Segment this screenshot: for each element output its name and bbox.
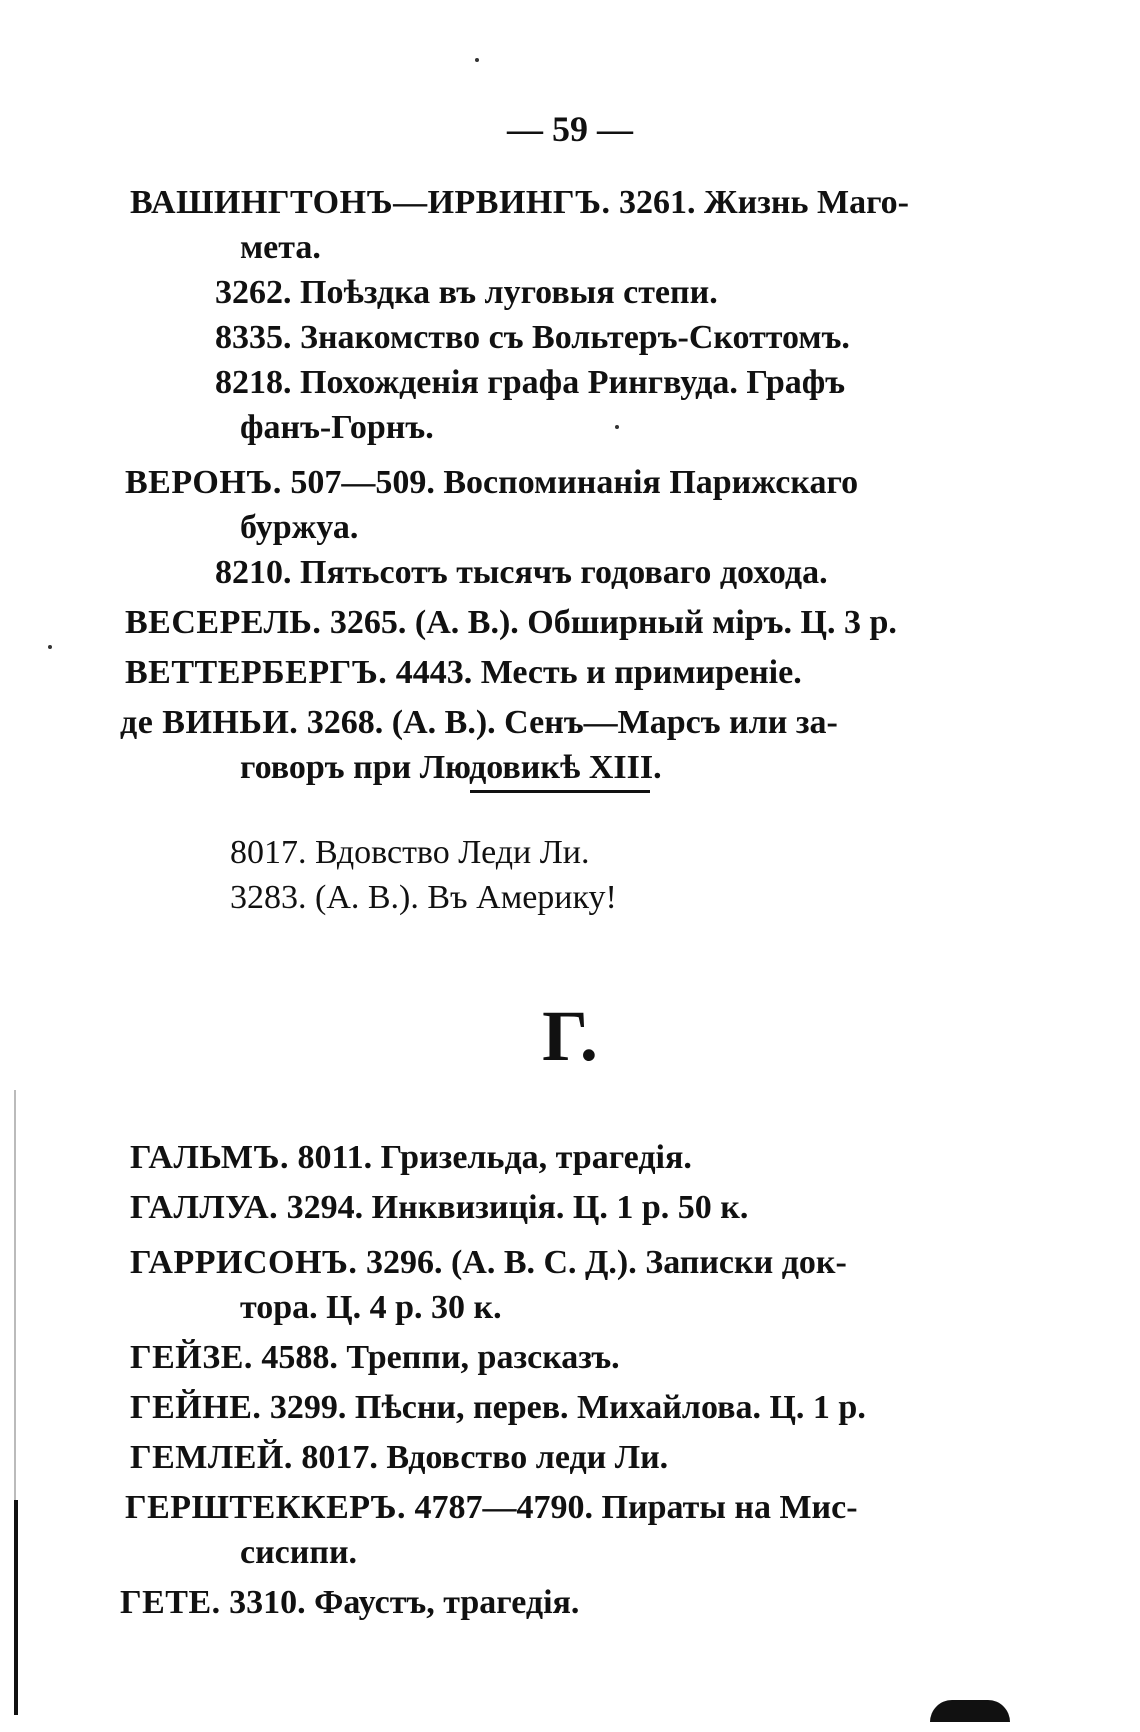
entry-text: 3283. (А. В.). Въ Америку! <box>230 879 617 916</box>
scan-edge-mark <box>14 1090 16 1500</box>
entry-author: ВЕТТЕРБЕРГЪ. <box>125 654 388 691</box>
entry-line <box>215 550 828 595</box>
entry-author: ГЕЙНЕ. <box>130 1389 262 1426</box>
entry-line <box>215 360 845 405</box>
entry-author: де ВИНЬИ. <box>120 704 299 741</box>
entry-text: 3268. (А. В.). Сенъ—Марсъ или за- <box>306 704 838 741</box>
entry-text: 8210. Пятьсотъ тысячъ годоваго дохода. <box>215 554 828 591</box>
entry-author: ГАРРИСОНЪ. <box>130 1244 358 1281</box>
supplement-line <box>230 830 589 875</box>
entry-text: 8335. Знакомство съ Вольтеръ-Скоттомъ. <box>215 319 850 356</box>
entry-line <box>215 315 850 360</box>
entry-text: буржуа. <box>240 509 359 546</box>
entry-line <box>130 180 909 225</box>
section-heading: Г. <box>542 996 598 1076</box>
supplement-line <box>230 875 617 920</box>
entry-line <box>240 745 662 790</box>
entry-text: 4443. Месть и примиреніе. <box>395 654 802 691</box>
entry-author: ГАЛЬМЪ. <box>130 1139 290 1176</box>
entry-line <box>240 1285 502 1330</box>
entry-text: фанъ-Горнъ. <box>240 409 434 446</box>
entry-text: 8017. Вдовство Леди Ли. <box>230 834 590 871</box>
entry-text: мета. <box>240 229 321 266</box>
entry-line <box>120 1580 579 1625</box>
section-divider <box>470 790 650 793</box>
entry-author: ВАШИНГТОНЪ—ИРВИНГЪ. <box>130 184 611 221</box>
entry-line <box>130 1135 692 1180</box>
entry-text: 3261. Жизнь Маго- <box>619 184 909 221</box>
entry-text: 4787—4790. Пираты на Мис- <box>414 1489 858 1526</box>
entry-author: ВЕРОНЪ. <box>125 464 282 501</box>
entry-author: ГАЛЛУА. <box>130 1189 279 1226</box>
entry-text: 3296. (А. В. С. Д.). Записки док- <box>365 1244 847 1281</box>
entry-text: 8218. Похожденія графа Рингвуда. Графъ <box>215 364 846 401</box>
entry-line <box>215 270 718 315</box>
entry-line <box>125 1485 858 1530</box>
entry-author: ГЕРШТЕККЕРЪ. <box>125 1489 407 1526</box>
entry-text: 3294. Инквизиція. Ц. 1 р. 50 к. <box>286 1189 749 1226</box>
entry-line <box>130 1185 748 1230</box>
entry-line <box>130 1335 620 1380</box>
ink-speck <box>615 425 619 429</box>
entry-line <box>130 1240 847 1285</box>
entry-text: 507—509. Воспоминанія Парижскаго <box>290 464 859 501</box>
scan-edge-mark <box>14 1500 18 1715</box>
entry-text: 4588. Треппи, разсказъ. <box>261 1339 620 1376</box>
entry-line <box>130 1435 668 1480</box>
entry-line <box>240 405 434 450</box>
entry-text: 3310. Фаустъ, трагедія. <box>229 1584 580 1621</box>
ink-blot <box>930 1700 1010 1722</box>
entry-text: говоръ при Людовикѣ XIII. <box>240 749 662 786</box>
entry-line <box>240 1530 357 1575</box>
entry-text: сисипи. <box>240 1534 358 1571</box>
entry-author: ГЕЙЗЕ. <box>130 1339 253 1376</box>
page-number: — 59 — <box>507 109 633 149</box>
entry-line <box>125 460 858 505</box>
entry-author: ВЕСЕРЕЛЬ. <box>125 604 322 641</box>
entry-line <box>130 1385 866 1430</box>
entry-line <box>125 650 802 695</box>
entry-text: тора. Ц. 4 р. 30 к. <box>240 1289 502 1326</box>
entry-line <box>120 700 838 745</box>
entry-line <box>240 505 358 550</box>
ink-speck <box>48 645 52 649</box>
entry-text: 3262. Поѣздка въ луговыя степи. <box>215 274 718 311</box>
entry-author: ГЕТЕ. <box>120 1584 221 1621</box>
entry-line <box>125 600 897 645</box>
entry-author: ГЕМЛЕЙ. <box>130 1439 293 1476</box>
entry-text: 3299. Пѣсни, перев. Михайлова. Ц. 1 р. <box>269 1389 866 1426</box>
entry-line <box>240 225 321 270</box>
ink-speck <box>475 58 479 62</box>
entry-text: 8011. Гризельда, трагедія. <box>297 1139 692 1176</box>
entry-text: 3265. (А. В.). Обширный міръ. Ц. 3 р. <box>329 604 897 641</box>
entry-text: 8017. Вдовство леди Ли. <box>301 1439 669 1476</box>
